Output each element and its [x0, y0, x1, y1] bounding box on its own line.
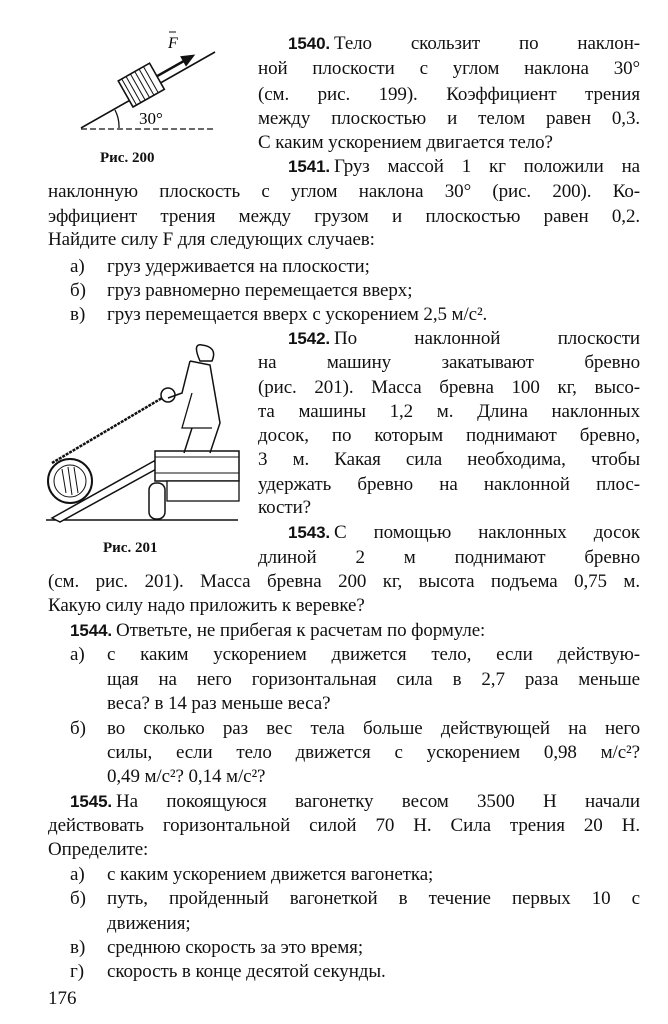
text-line: [48, 180, 640, 204]
problem-number: 1544.: [70, 621, 113, 640]
line-text: эффициент трения между грузом и плоскостью равен 0,2.: [48, 206, 640, 227]
problem-number: 1541.: [288, 157, 331, 176]
problem-1545-first-line: [70, 790, 640, 814]
text-line: [48, 228, 640, 252]
list-item-label: в): [70, 937, 86, 958]
line-text: Определите:: [48, 839, 149, 860]
line-text: удержать бревно на наклонной плос-: [258, 474, 640, 495]
text-line: [107, 717, 640, 741]
text-line: [258, 131, 640, 155]
line-text: (рис. 201). Масса бревна 100 кг, высо-: [258, 377, 640, 398]
angle-label: 30°: [139, 109, 163, 128]
line-text: между плоскостью и телом равен 0,3.: [258, 108, 640, 129]
problem-1543-first-line: [288, 521, 640, 545]
text-line: [107, 255, 640, 279]
text-line: [107, 692, 640, 716]
text-line: [107, 863, 640, 887]
line-text: ной плоскости с углом наклона 30°: [258, 58, 640, 79]
line-text: (см. рис. 201). Масса бревна 200 кг, высота подъема 0,75 м.: [48, 571, 640, 592]
line-text: с каким ускорением движется вагонетка;: [107, 864, 434, 885]
line-text: щая на него горизонтальная сила в 2,7 раза меньше: [107, 669, 640, 690]
text-line: [107, 668, 640, 692]
text-line: [48, 814, 640, 838]
text-line: [107, 887, 640, 911]
text-line: [258, 107, 640, 131]
list-item-label: а): [70, 256, 85, 277]
line-text: Найдите силу F для следующих случаев:: [48, 229, 375, 250]
line-text: 3 м. Какая сила необходима, чтобы: [258, 449, 640, 470]
problem-1542-first-line: [288, 327, 640, 351]
text-line: [258, 376, 640, 400]
text-line: [258, 424, 640, 448]
line-text: путь, пройденный вагонеткой в течение первых 10 с: [107, 888, 640, 909]
line-text: силы, если тело движется с ускорением 0,98 м/с²?: [107, 742, 640, 763]
figure-200-incline-diagram: [75, 20, 225, 140]
text-line: [107, 960, 640, 984]
line-text: (см. рис. 199). Коэффициент трения: [258, 84, 640, 105]
text-line: [107, 303, 640, 327]
figure-201-caption: Рис. 201: [103, 540, 158, 556]
line-text: По наклонной плоскости: [334, 328, 640, 349]
text-line: [258, 546, 640, 570]
line-text: С каким ускорением двигается тело?: [258, 132, 553, 153]
line-text: Тело скользит по наклон-: [334, 33, 640, 54]
line-text: досок, по которым поднимают бревно,: [258, 425, 640, 446]
text-line: [258, 83, 640, 107]
list-item-label: б): [70, 718, 86, 739]
line-text: во сколько раз вес тела больше действующей на него: [107, 718, 640, 739]
text-line: [258, 496, 640, 520]
line-text: движения;: [107, 913, 191, 934]
text-line: [258, 400, 640, 424]
problem-number: 1540.: [288, 34, 331, 53]
text-line: [258, 57, 640, 81]
figure-201-log-loading-illustration: [42, 333, 242, 528]
line-text: на машину закатывают бревно: [258, 352, 640, 373]
line-text: 0,49 м/с²? 0,14 м/с²?: [107, 766, 266, 787]
list-item-label: г): [70, 961, 85, 982]
problem-1541-first-line: [288, 155, 640, 179]
line-text: длиной 2 м поднимают бревно: [258, 547, 640, 568]
line-text: Ответьте, не прибегая к расчетам по формуле:: [116, 620, 486, 641]
line-text: На покоящуюся вагонетку весом 3500 Н начали: [116, 791, 640, 812]
line-text: та машины 1,2 м. Длина наклонных: [258, 401, 640, 422]
text-line: [107, 912, 640, 936]
line-text: груз удерживается на плоскости;: [107, 256, 370, 277]
figure-200-caption: Рис. 200: [100, 150, 155, 166]
text-line: [258, 473, 640, 497]
line-text: веса? в 14 раз меньше веса?: [107, 693, 331, 714]
list-item-label: б): [70, 888, 86, 909]
problem-number: 1545.: [70, 792, 113, 811]
text-line: [48, 205, 640, 229]
page-number: 176: [48, 988, 77, 1009]
line-text: среднюю скорость за это время;: [107, 937, 364, 958]
text-line: [107, 279, 640, 303]
text-line: [107, 643, 640, 667]
text-line: [258, 448, 640, 472]
line-text: Какую силу надо приложить к веревке?: [48, 595, 365, 616]
text-line: [48, 594, 640, 618]
text-line: [258, 351, 640, 375]
text-line: [107, 765, 640, 789]
text-line: [48, 838, 640, 862]
line-text: груз равномерно перемещается вверх;: [107, 280, 413, 301]
line-text: кости?: [258, 497, 311, 518]
problem-1540-first-line: [288, 32, 640, 56]
text-line: [107, 741, 640, 765]
problem-1544-first-line: [70, 619, 640, 643]
line-text: с каким ускорением движется тело, если действую-: [107, 644, 640, 665]
line-text: действовать горизонтальной силой 70 Н. Сила трения 20 Н.: [48, 815, 640, 836]
list-item-label: в): [70, 304, 86, 325]
problem-number: 1543.: [288, 523, 331, 542]
line-text: скорость в конце десятой секунды.: [107, 961, 386, 982]
list-item-label: а): [70, 644, 85, 665]
line-text: Груз массой 1 кг положили на: [334, 156, 640, 177]
force-label: F: [168, 35, 178, 52]
line-text: груз перемещается вверх с ускорением 2,5 м/с².: [107, 304, 488, 325]
text-line: [48, 570, 640, 594]
list-item-label: б): [70, 280, 86, 301]
list-item-label: а): [70, 864, 85, 885]
line-text: наклонную плоскость с углом наклона 30° (рис. 200). Ко-: [48, 181, 640, 202]
line-text: С помощью наклонных досок: [334, 522, 640, 543]
text-line: [107, 936, 640, 960]
problem-number: 1542.: [288, 329, 331, 348]
